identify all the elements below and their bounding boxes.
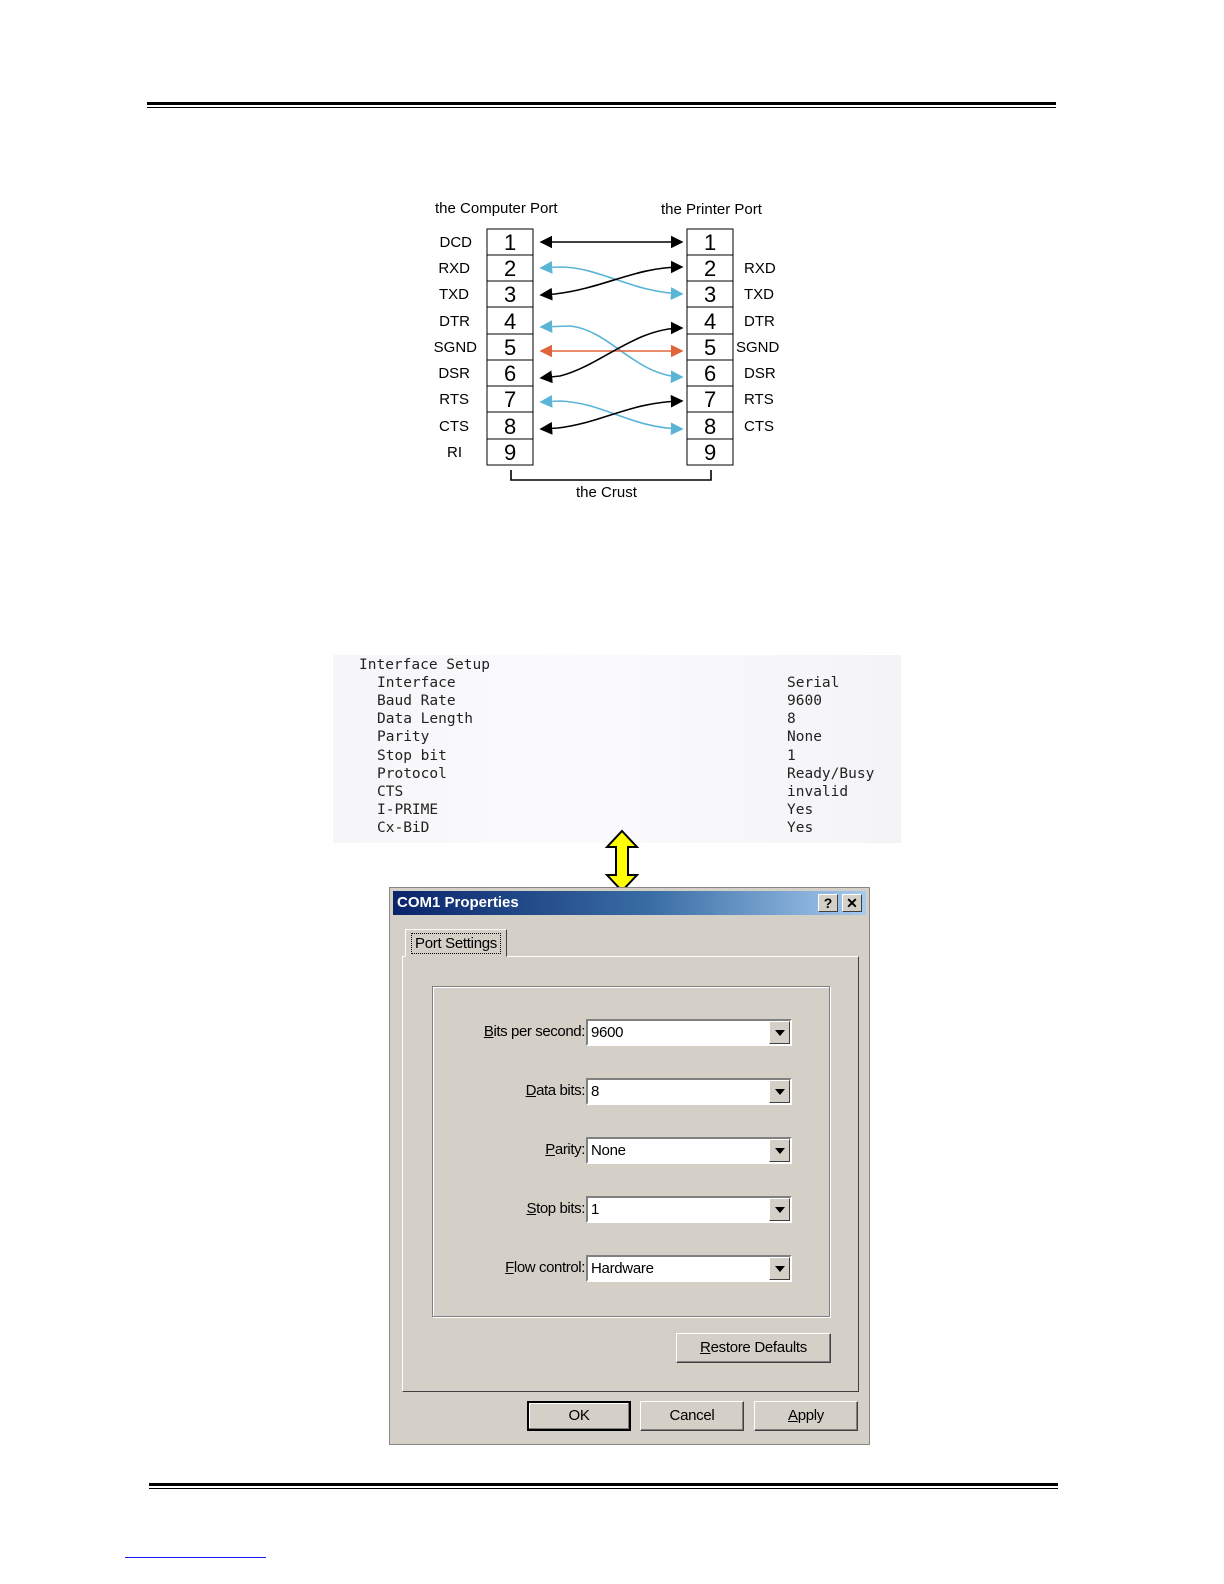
printout-row: CTS invalid (377, 784, 849, 800)
com1-properties-dialog (389, 887, 870, 1445)
printer-signal-txd: TXD (744, 286, 774, 303)
computer-pin-3: 3 (504, 282, 517, 307)
dialog-titlebar[interactable] (393, 891, 866, 915)
dropdown-arrow-icon[interactable] (769, 1021, 790, 1044)
tab-port-settings[interactable] (405, 929, 507, 957)
computer-signal-dtr: DTR (439, 313, 470, 330)
printer-pin-4: 4 (704, 309, 717, 334)
computer-pin-1: 1 (504, 230, 517, 255)
printout-row: Baud Rate 9600 (377, 693, 822, 709)
printout-row: Data Length 8 (377, 711, 796, 727)
printer-pin-8: 8 (704, 414, 717, 439)
printer-port-label: the Printer Port (661, 201, 762, 218)
computer-signal-cts: CTS (439, 418, 469, 435)
stop-bits-field (433, 1196, 831, 1223)
printout-row: I-PRIME Yes (377, 802, 814, 818)
printer-signal-sgnd: SGND (736, 339, 780, 356)
computer-pin-5: 5 (504, 335, 517, 360)
tab-label: Port Settings (411, 933, 501, 954)
bottom-rule (149, 1483, 1058, 1489)
computer-pin-4: 4 (504, 309, 517, 334)
data-bits-label: Data bits: (525, 1082, 585, 1099)
parity-select[interactable]: None (586, 1137, 792, 1164)
printout-row: Parity None (377, 729, 822, 745)
top-rule (147, 102, 1056, 108)
computer-pin-6: 6 (504, 361, 517, 386)
cancel-button[interactable]: Cancel (640, 1401, 744, 1431)
printout-row: Interface Serial (377, 675, 840, 691)
computer-port-label: the Computer Port (435, 200, 558, 217)
computer-signal-sgnd: SGND (433, 339, 477, 356)
dropdown-arrow-icon[interactable] (769, 1257, 790, 1280)
printer-pin-9: 9 (704, 440, 717, 465)
settings-groupbox (432, 986, 830, 1317)
printout-row: Stop bit 1 (377, 748, 796, 764)
printout-row: Protocol Ready/Busy (377, 766, 875, 782)
interface-setup-printout (333, 655, 901, 843)
printout-title: Interface Setup (359, 657, 490, 673)
ok-button[interactable]: OK (527, 1401, 631, 1431)
computer-pin-8: 8 (504, 414, 517, 439)
double-arrow-icon (604, 829, 640, 893)
bits-per-second-label: Bits per second: (483, 1023, 585, 1040)
printer-pin-5: 5 (704, 335, 717, 360)
stop-bits-select[interactable]: 1 (586, 1196, 792, 1223)
printer-signal-dsr: DSR (744, 365, 776, 382)
flow-control-select[interactable]: Hardware (586, 1255, 792, 1282)
data-bits-select[interactable]: 8 (586, 1078, 792, 1105)
bits-per-second-select[interactable]: 9600 (586, 1019, 792, 1046)
computer-signal-dsr: DSR (438, 365, 470, 382)
computer-signal-ri: RI (447, 444, 462, 461)
printer-signal-dtr: DTR (744, 313, 775, 330)
close-button[interactable]: ✕ (842, 894, 862, 912)
computer-pin-9: 9 (504, 440, 517, 465)
printer-pin-3: 3 (704, 282, 717, 307)
printer-pin-6: 6 (704, 361, 717, 386)
dropdown-arrow-icon[interactable] (769, 1080, 790, 1103)
computer-pin-2: 2 (504, 256, 517, 281)
restore-defaults-button[interactable]: Restore Defaults (676, 1333, 831, 1363)
printout-row: Cx-BiD Yes (377, 820, 814, 836)
flow-control-label: Flow control: (505, 1259, 585, 1276)
computer-signal-rxd: RXD (438, 260, 470, 277)
flow-control-field (433, 1255, 831, 1282)
wiring-diagram (420, 190, 800, 510)
printer-pin-7: 7 (704, 387, 717, 412)
help-button[interactable]: ? (818, 894, 838, 912)
computer-signal-dcd: DCD (439, 234, 472, 251)
printer-pin-1: 1 (704, 230, 717, 255)
printer-signal-rxd: RXD (744, 260, 776, 277)
data-bits-field (433, 1078, 831, 1105)
crust-bracket (511, 470, 711, 480)
dropdown-arrow-icon[interactable] (769, 1139, 790, 1162)
wire-cts-rts-black (541, 401, 682, 429)
dropdown-arrow-icon[interactable] (769, 1198, 790, 1221)
stop-bits-label: Stop bits: (526, 1200, 585, 1217)
dialog-title: COM1 Properties (397, 894, 519, 911)
port-settings-panel (402, 956, 859, 1392)
computer-pin-7: 7 (504, 387, 517, 412)
printer-pin-2: 2 (704, 256, 717, 281)
parity-field (433, 1137, 831, 1164)
printer-signal-rts: RTS (744, 391, 774, 408)
bits-per-second-field (433, 1019, 831, 1046)
computer-signal-txd: TXD (439, 286, 469, 303)
computer-signal-rts: RTS (439, 391, 469, 408)
crust-label: the Crust (576, 484, 637, 501)
printer-signal-cts: CTS (744, 418, 774, 435)
parity-label: Parity: (545, 1141, 585, 1158)
apply-button[interactable]: Apply (754, 1401, 858, 1431)
wire-txd-rxd-black (541, 267, 682, 295)
footer-link-underline (125, 1557, 266, 1558)
wire-dsr-dtr-black (541, 328, 682, 378)
